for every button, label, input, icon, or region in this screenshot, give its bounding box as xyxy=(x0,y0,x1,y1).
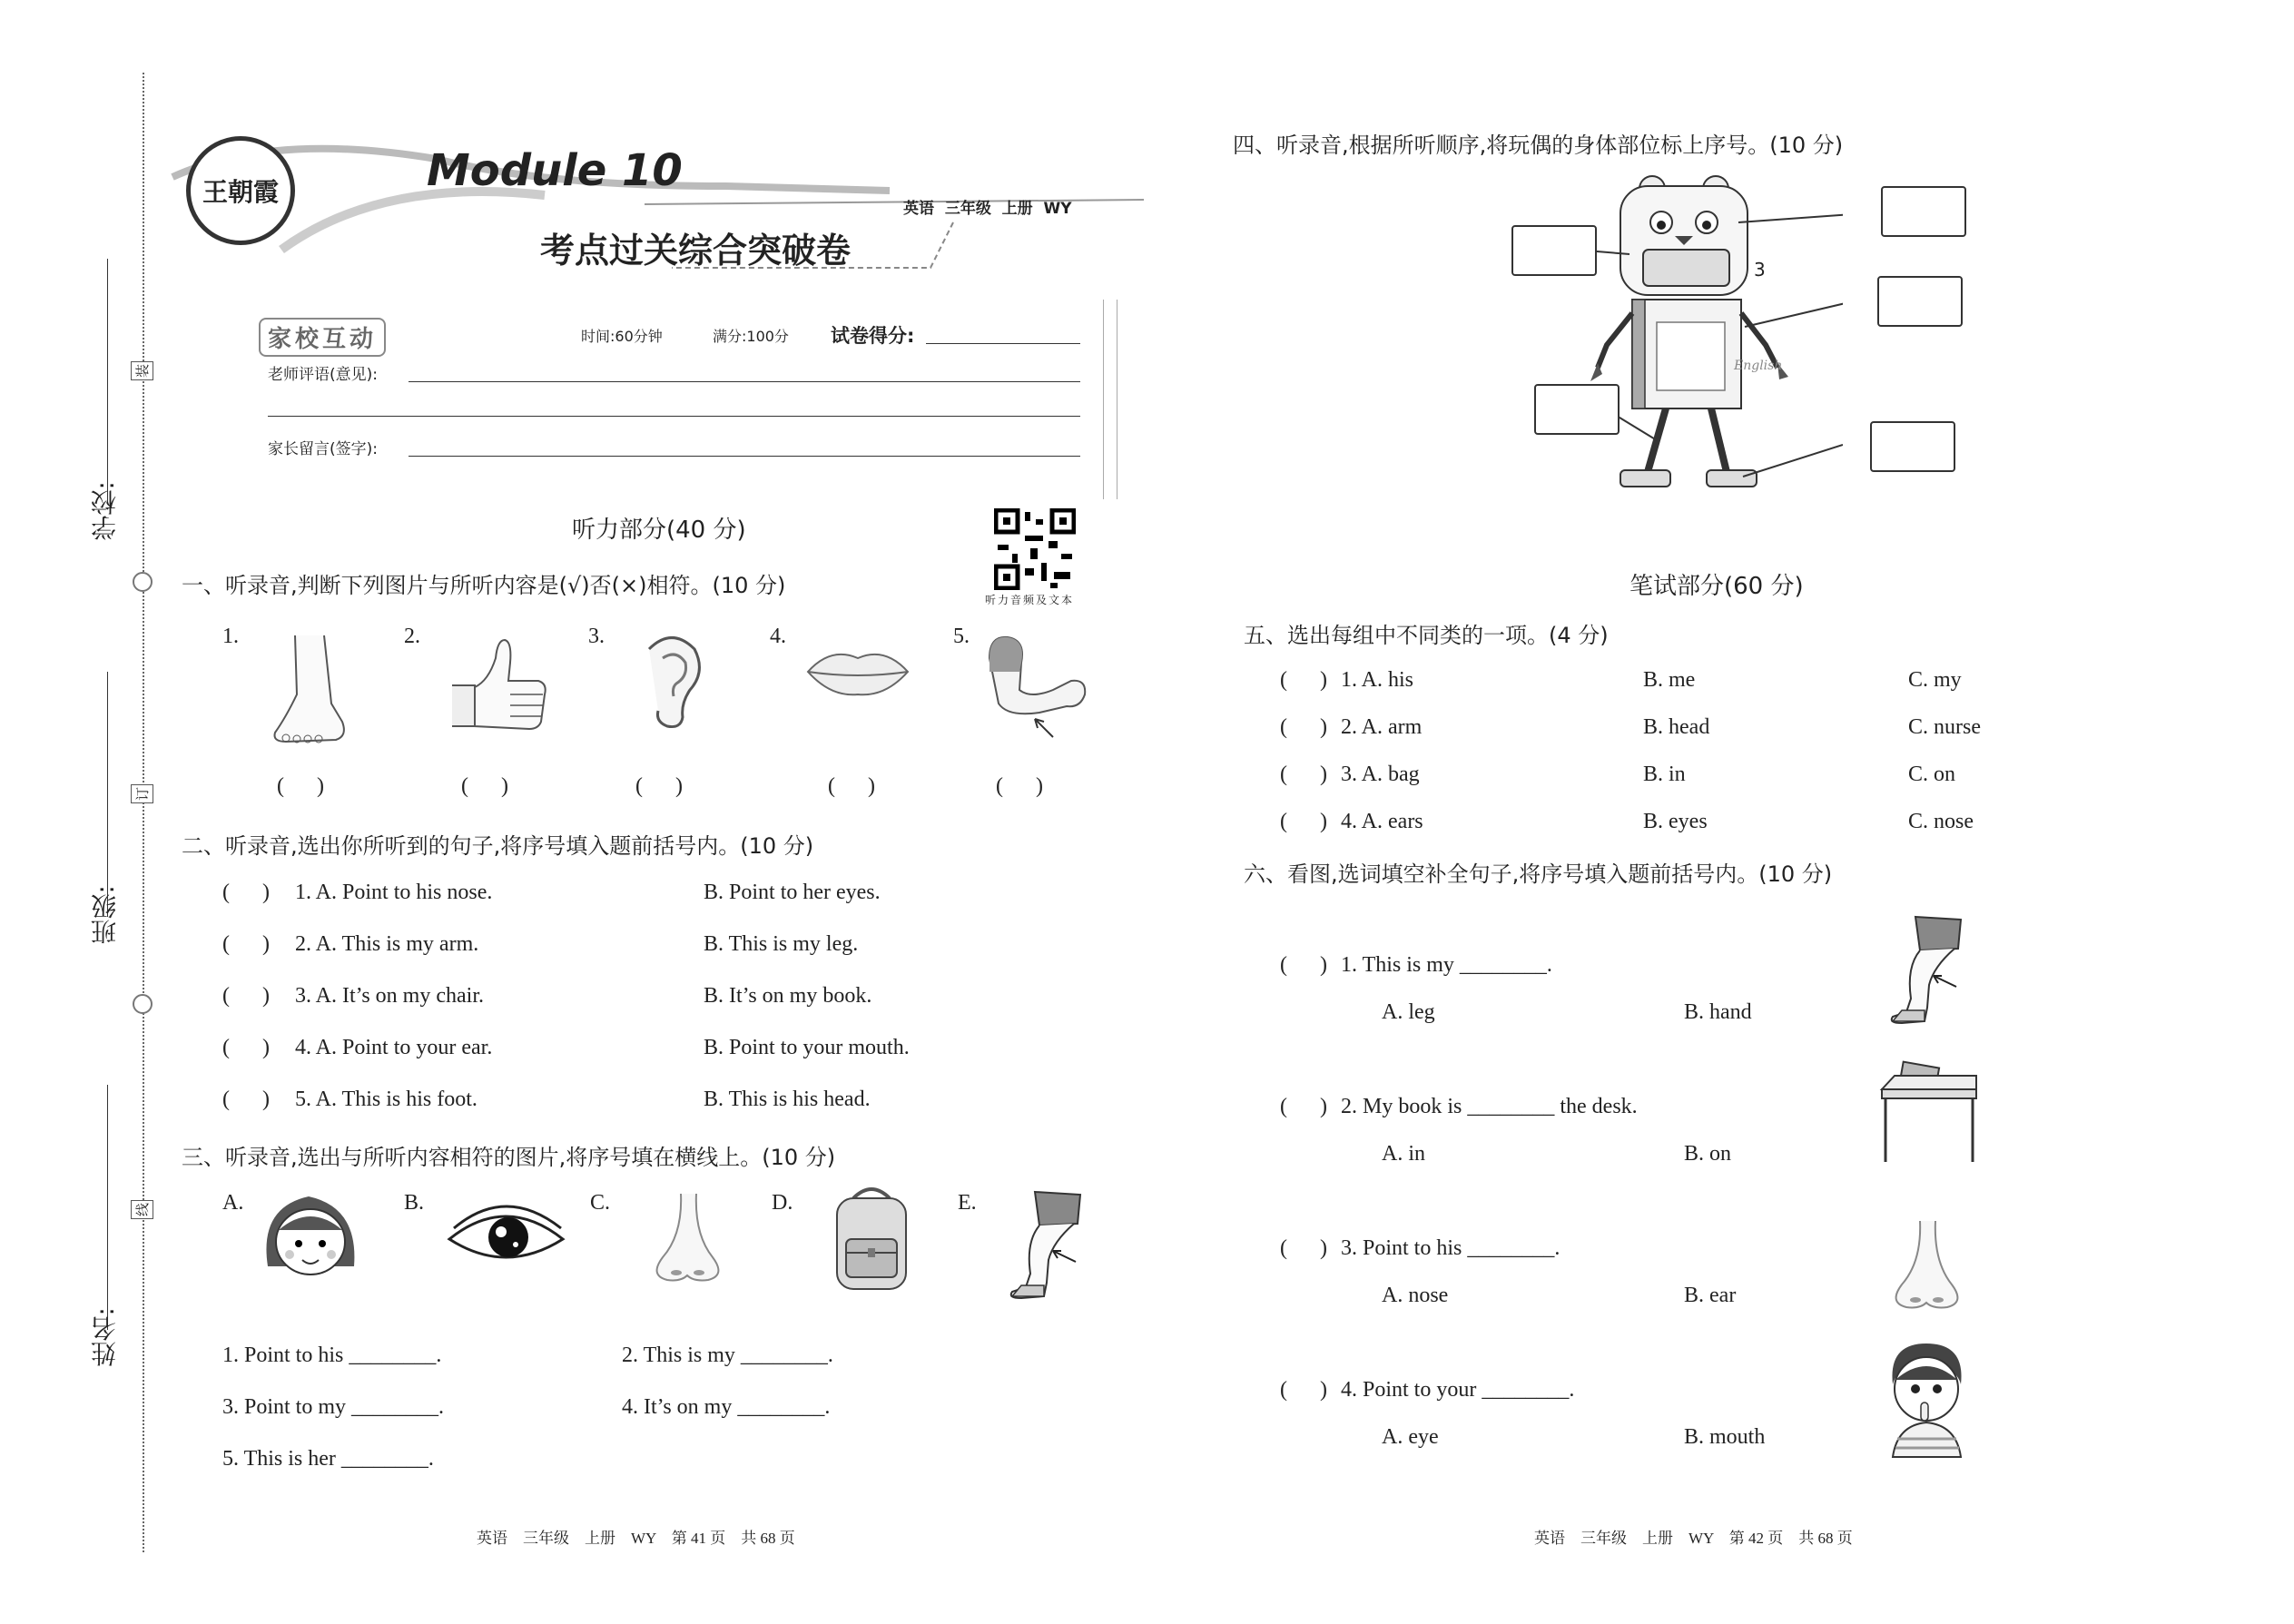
s5-bracket-3[interactable]: ( ) xyxy=(1280,763,1327,786)
s3-sentence-2[interactable]: 2. This is my ________. xyxy=(622,1343,833,1367)
s5-b-3: B. in xyxy=(1643,763,1686,786)
foot-icon xyxy=(268,631,350,744)
s5-c-1: C. my xyxy=(1908,668,1962,692)
s5-a-4: 4. A. ears xyxy=(1341,810,1423,833)
s6-a-4: A. eye xyxy=(1382,1425,1439,1449)
s6-a-2: A. in xyxy=(1382,1142,1425,1166)
s5-b-1: B. me xyxy=(1643,668,1696,692)
s6-bracket-3[interactable]: ( ) xyxy=(1280,1236,1327,1260)
teacher-comment-line-1[interactable] xyxy=(409,381,1080,382)
s5-c-2: C. nurse xyxy=(1908,715,1981,739)
nose-icon xyxy=(645,1189,731,1284)
s1-bracket-4[interactable]: ( ) xyxy=(828,774,875,798)
s6-bracket-2[interactable]: ( ) xyxy=(1280,1095,1327,1118)
subject-tag: 英语 三年级 上册 WY xyxy=(903,200,1072,218)
s2-option-b-4: B. Point to your mouth. xyxy=(704,1036,910,1059)
robot-label-box-ear[interactable] xyxy=(1881,186,1966,237)
s2-bracket-5[interactable]: ( ) xyxy=(222,1088,270,1111)
s2-option-a-1: 1. A. Point to his nose. xyxy=(295,881,493,904)
written-heading: 笔试部分(60 分) xyxy=(1629,573,1804,600)
s2-option-a-5: 5. A. This is his foot. xyxy=(295,1088,478,1111)
s6-bracket-1[interactable]: ( ) xyxy=(1280,953,1327,977)
mouth-icon xyxy=(803,645,912,699)
s5-bracket-1[interactable]: ( ) xyxy=(1280,668,1327,692)
s3-letter-d: D. xyxy=(772,1191,793,1215)
s2-bracket-3[interactable]: ( ) xyxy=(222,984,270,1008)
s2-bracket-1[interactable]: ( ) xyxy=(222,881,270,904)
s5-a-1: 1. A. his xyxy=(1341,668,1414,692)
s2-option-b-5: B. This is his head. xyxy=(704,1088,871,1111)
s3-letter-c: C. xyxy=(590,1191,611,1215)
robot-label-filled: 3 xyxy=(1754,259,1766,281)
parent-comment-label: 家长留言(签字): xyxy=(268,440,378,458)
nose-icon xyxy=(1884,1216,1970,1312)
s3-sentence-3[interactable]: 3. Point to my ________. xyxy=(222,1395,445,1419)
home-school-tag: 家校互动 xyxy=(259,318,386,357)
section2-title: 二、听录音,选出你所听到的句子,将序号填入题前括号内。(10 分) xyxy=(182,833,814,859)
thumbs-up-hand-icon xyxy=(452,631,552,731)
punch-hole-1 xyxy=(133,572,153,592)
backpack-icon xyxy=(826,1185,917,1294)
logo-text: 王朝霞 xyxy=(202,177,279,207)
s1-num-3: 3. xyxy=(588,625,605,648)
robot-toy-icon xyxy=(1489,172,1843,499)
section4-title: 四、听录音,根据所听顺序,将玩偶的身体部位标上序号。(10 分) xyxy=(1233,133,1844,158)
qr-code-icon[interactable] xyxy=(994,508,1076,590)
s6-question-2[interactable]: 2. My book is ________ the desk. xyxy=(1341,1095,1638,1118)
s3-letter-e: E. xyxy=(958,1191,977,1215)
s5-c-3: C. on xyxy=(1908,763,1956,786)
class-label: 班级: xyxy=(90,885,120,945)
s5-b-4: B. eyes xyxy=(1643,810,1708,833)
s6-question-4[interactable]: 4. Point to your ________. xyxy=(1341,1378,1575,1402)
seal-char-1: 装 xyxy=(131,361,153,380)
school-label: 学校: xyxy=(90,481,120,541)
desk-with-book-icon xyxy=(1875,1058,1984,1166)
leg-icon xyxy=(1003,1187,1094,1301)
s5-a-3: 3. A. bag xyxy=(1341,763,1420,786)
robot-label-box-arm[interactable] xyxy=(1877,276,1963,327)
s2-bracket-2[interactable]: ( ) xyxy=(222,932,270,956)
eye-icon xyxy=(445,1203,567,1271)
s3-sentence-1[interactable]: 1. Point to his ________. xyxy=(222,1343,442,1367)
binding-line-school xyxy=(107,259,108,504)
robot-label-box-leg[interactable] xyxy=(1534,384,1620,435)
time-label: 时间:60分钟 xyxy=(581,328,663,345)
teacher-comment-label: 老师评语(意见): xyxy=(268,366,378,384)
s6-a-3: A. nose xyxy=(1382,1284,1449,1307)
score-blank[interactable] xyxy=(926,343,1080,344)
s3-letter-a: A. xyxy=(222,1191,244,1215)
s1-bracket-2[interactable]: ( ) xyxy=(461,774,508,798)
seal-char-3: 线 xyxy=(131,1200,153,1219)
s6-question-1[interactable]: 1. This is my ________. xyxy=(1341,953,1552,977)
section3-title: 三、听录音,选出与所听内容相符的图片,将序号填在横线上。(10 分) xyxy=(182,1145,836,1170)
s6-b-1: B. hand xyxy=(1684,1000,1752,1024)
s5-a-2: 2. A. arm xyxy=(1341,715,1423,739)
arm-icon xyxy=(985,635,1089,744)
robot-label-box-head-left[interactable] xyxy=(1511,225,1597,276)
full-score-label: 满分:100分 xyxy=(713,328,789,345)
binding-line-class xyxy=(107,672,108,917)
s6-b-3: B. ear xyxy=(1684,1284,1737,1307)
section5-title: 五、选出每组中不同类的一项。(4 分) xyxy=(1244,623,1609,648)
robot-label-box-foot[interactable] xyxy=(1870,421,1955,472)
footer-right: 英语 三年级 上册 WY 第 42 页 共 68 页 xyxy=(1534,1530,1853,1547)
s2-option-b-1: B. Point to her eyes. xyxy=(704,881,881,904)
listening-heading: 听力部分(40 分) xyxy=(572,517,746,544)
s1-bracket-1[interactable]: ( ) xyxy=(277,774,324,798)
footer-left: 英语 三年级 上册 WY 第 41 页 共 68 页 xyxy=(477,1530,795,1547)
section6-title: 六、看图,选词填空补全句子,将序号填入题前括号内。(10 分) xyxy=(1244,861,1833,887)
exam-title: 考点过关综合突破卷 xyxy=(540,230,852,271)
module-title: Module 10 xyxy=(427,145,683,196)
s5-b-2: B. head xyxy=(1643,715,1710,739)
punch-hole-2 xyxy=(133,994,153,1014)
boy-pointing-mouth-icon xyxy=(1879,1339,1974,1462)
s6-a-1: A. leg xyxy=(1382,1000,1435,1024)
score-label: 试卷得分: xyxy=(831,325,915,347)
s3-letter-b: B. xyxy=(404,1191,425,1215)
s3-sentence-5[interactable]: 5. This is her ________. xyxy=(222,1447,434,1471)
name-label: 姓名: xyxy=(90,1307,120,1367)
s2-option-a-2: 2. A. This is my arm. xyxy=(295,932,479,956)
parent-comment-line[interactable] xyxy=(409,456,1080,457)
leg-icon xyxy=(1884,912,1974,1026)
s6-question-3[interactable]: 3. Point to his ________. xyxy=(1341,1236,1561,1260)
s5-bracket-4[interactable]: ( ) xyxy=(1280,810,1327,833)
s1-bracket-5[interactable]: ( ) xyxy=(996,774,1043,798)
s2-option-a-3: 3. A. It’s on my chair. xyxy=(295,984,484,1008)
s1-num-5: 5. xyxy=(953,625,970,648)
binding-line-name xyxy=(107,1085,108,1330)
qr-caption: 听力音频及文本 xyxy=(985,594,1075,606)
logo-badge xyxy=(186,136,295,245)
s1-num-1: 1. xyxy=(222,625,239,648)
section1-title: 一、听录音,判断下列图片与所听内容是(√)否(×)相符。(10 分) xyxy=(182,573,786,598)
s2-bracket-4[interactable]: ( ) xyxy=(222,1036,270,1059)
s5-bracket-2[interactable]: ( ) xyxy=(1280,715,1327,739)
seal-char-2: 订 xyxy=(131,784,153,803)
decor-vertical-lines xyxy=(1103,300,1117,499)
s6-bracket-4[interactable]: ( ) xyxy=(1280,1378,1327,1402)
s6-b-2: B. on xyxy=(1684,1142,1732,1166)
s3-sentence-4[interactable]: 4. It’s on my ________. xyxy=(622,1395,831,1419)
s2-option-b-3: B. It’s on my book. xyxy=(704,984,872,1008)
ear-icon xyxy=(635,631,708,731)
girl-face-icon xyxy=(259,1189,363,1280)
binding-dotted-line xyxy=(143,73,144,1552)
s1-num-2: 2. xyxy=(404,625,420,648)
s6-b-4: B. mouth xyxy=(1684,1425,1766,1449)
s1-bracket-3[interactable]: ( ) xyxy=(635,774,683,798)
s1-num-4: 4. xyxy=(770,625,786,648)
s2-option-a-4: 4. A. Point to your ear. xyxy=(295,1036,493,1059)
s2-option-b-2: B. This is my leg. xyxy=(704,932,859,956)
teacher-comment-line-2[interactable] xyxy=(268,416,1080,417)
robot-book-label: English xyxy=(1734,359,1783,373)
s5-c-4: C. nose xyxy=(1908,810,1974,833)
